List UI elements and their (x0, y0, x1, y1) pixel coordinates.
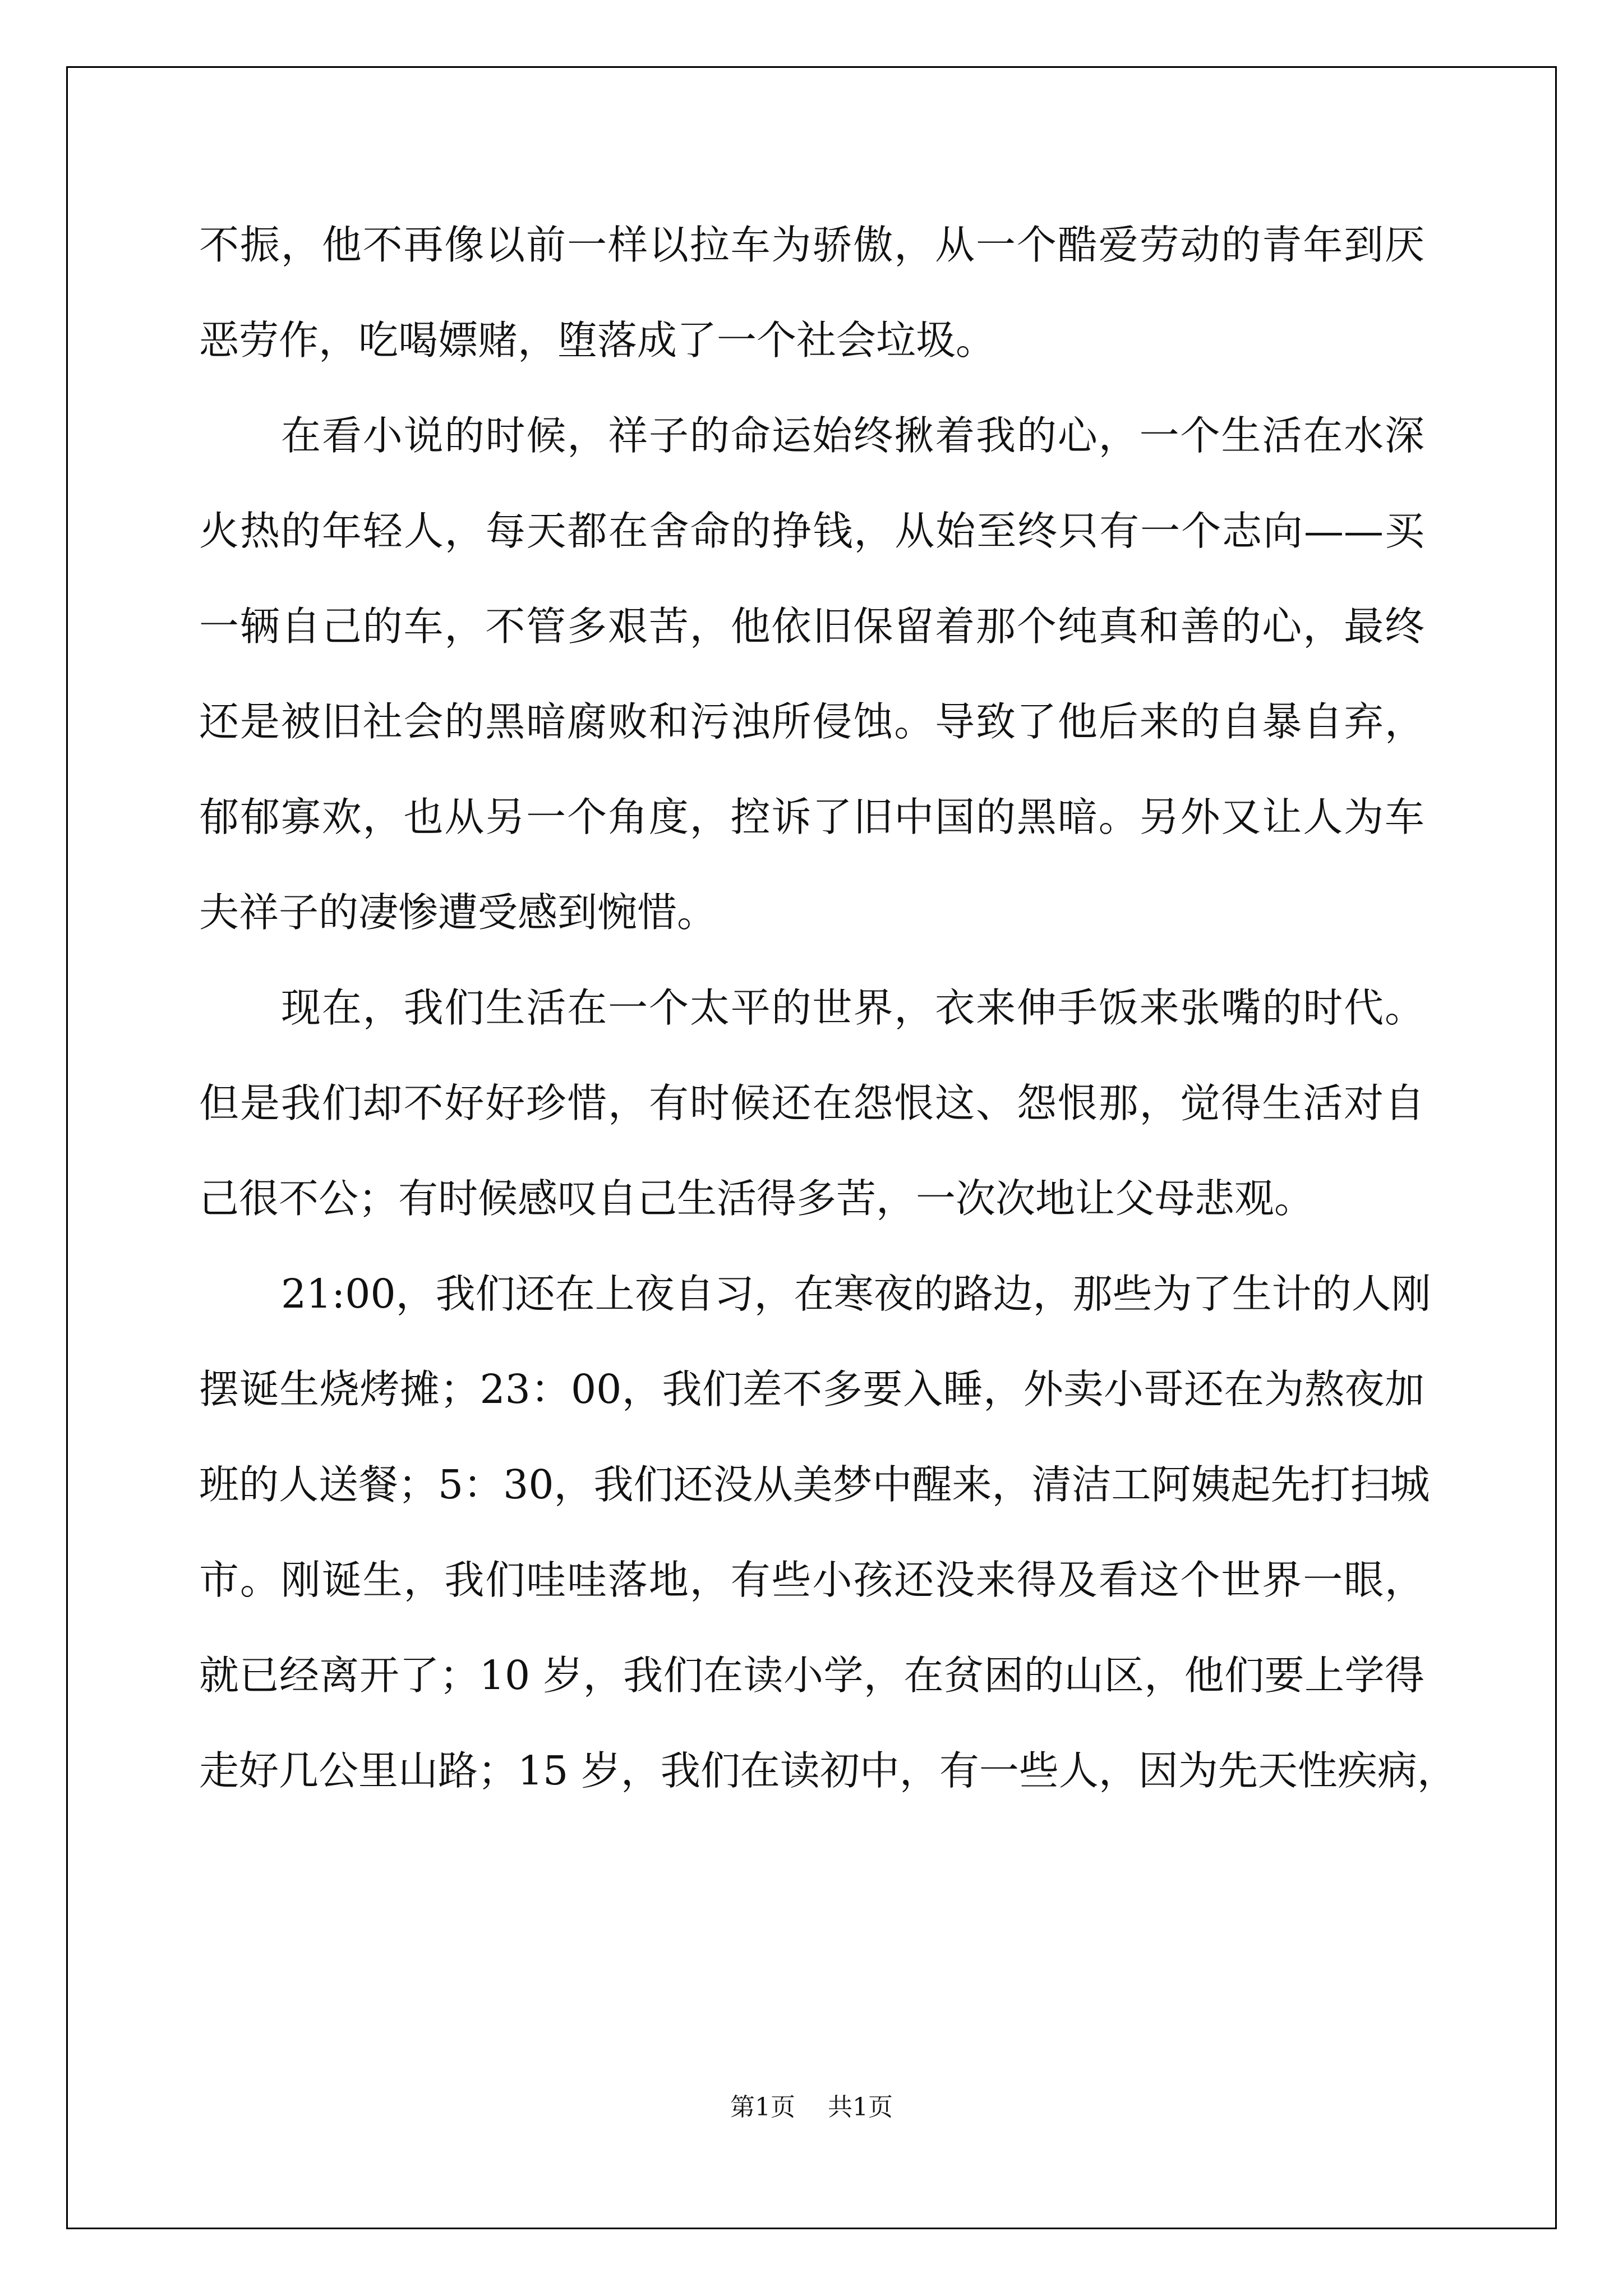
text-line: 但是我们却不好好珍惜，有时候还在怨恨这、怨恨那，觉得生活对自 (199, 1080, 1424, 1126)
text-line: 己很不公；有时候感叹自己生活得多苦，一次次地让父母悲观。 (199, 1175, 1315, 1222)
paragraph (199, 388, 1424, 960)
text-line: 在看小说的时候，祥子的命运始终揪着我的心，一个生活在水深 (281, 412, 1424, 459)
page-total: 共1页 (828, 2093, 893, 2122)
text-line: 现在，我们生活在一个太平的世界，衣来伸手饭来张嘴的时代。 (281, 984, 1424, 1031)
text-line: 郁郁寡欢，也从另一个角度，控诉了旧中国的黑暗。另外又让人为车 (199, 794, 1424, 840)
paragraph (199, 960, 1424, 1246)
text-line: 摆诞生烧烤摊；23：00，我们差不多要入睡，外卖小哥还在为熬夜加 (199, 1366, 1424, 1412)
text-line: 市。刚诞生，我们哇哇落地，有些小孩还没来得及看这个世界一眼， (199, 1557, 1424, 1603)
document-body (199, 197, 1457, 1819)
text-line: 班的人送餐；5：30，我们还没从美梦中醒来，清洁工阿姨起先打扫城 (199, 1461, 1430, 1508)
text-line: 不振，他不再像以前一样以拉车为骄傲，从一个酷爱劳动的青年到厌 (199, 222, 1424, 268)
text-line: 就已经离开了；10 岁，我们在读小学，在贫困的山区，他们要上学得 (199, 1652, 1424, 1699)
text-line: 火热的年轻人，每天都在舍命的挣钱，从始至终只有一个志向——买 (199, 508, 1424, 554)
page-footer (0, 2087, 1623, 2123)
paragraph (199, 1246, 1457, 1819)
text-line: 一辆自己的车，不管多艰苦，他依旧保留着那个纯真和善的心，最终 (199, 603, 1424, 650)
text-line: 恶劳作，吃喝嫖赌，堕落成了一个社会垃圾。 (199, 317, 996, 364)
text-line: 还是被旧社会的黑暗腐败和污浊所侵蚀。导致了他后来的自暴自弃， (199, 698, 1424, 745)
text-line: 21:00，我们还在上夜自习，在寒夜的路边，那些为了生计的人刚 (281, 1271, 1431, 1317)
paragraph (199, 197, 1424, 388)
text-line: 走好几公里山路；15 岁，我们在读初中，有一些人，因为先天性疾病， (199, 1747, 1457, 1794)
text-line: 夫祥子的凄惨遭受感到惋惜。 (199, 889, 717, 936)
page-number: 第1页 (730, 2093, 795, 2122)
